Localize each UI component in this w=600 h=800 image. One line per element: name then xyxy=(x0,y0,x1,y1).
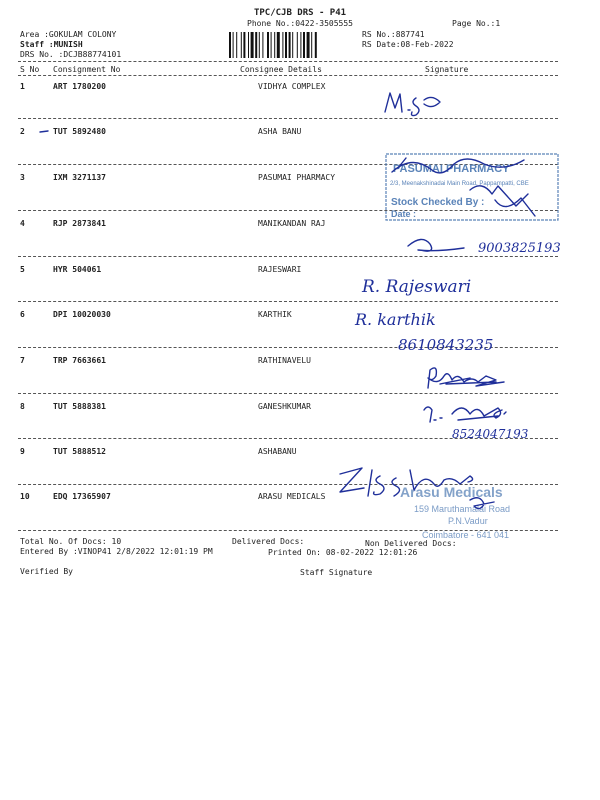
stamp-medicals-name: Arasu Medicals xyxy=(400,484,503,500)
col-signature: Signature xyxy=(425,65,469,74)
verified-by: Verified By xyxy=(20,567,73,576)
entered-by: Entered By :VINOP41 2/8/2022 12:01:19 PM xyxy=(20,547,213,556)
handwritten-name-row-6: R. karthik xyxy=(355,310,436,329)
printed-on: Printed On: 08-02-2022 12:01:26 xyxy=(268,548,418,557)
row-consignment: RJP 2873841 xyxy=(53,219,106,228)
signature-row-1 xyxy=(385,93,440,116)
row-consignment: IXM 3271137 xyxy=(53,173,106,182)
phone-line: Phone No.:0422-3505555 xyxy=(247,19,353,28)
handwritten-name-row-5: R. Rajeswari xyxy=(362,277,472,297)
row-sno: 2 xyxy=(20,127,25,136)
signature-row-7 xyxy=(428,368,504,388)
delivered-docs: Delivered Docs: xyxy=(232,537,305,546)
staff-line: Staff :MUNISH xyxy=(20,40,83,49)
col-sno: S No xyxy=(20,65,40,74)
col-consignee: Consignee Details xyxy=(240,65,322,74)
row-sno: 8 xyxy=(20,402,25,411)
stamp-medicals-line1: 159 Maruthamalai Road xyxy=(414,504,511,514)
mark-row-2 xyxy=(40,131,48,132)
row-consignment: EDQ 17365907 xyxy=(53,492,111,501)
row-consignee: MANIKANDAN RAJ xyxy=(258,219,326,228)
row-consignment: TRP 7663661 xyxy=(53,356,106,365)
col-consignment: Consignment No xyxy=(53,65,121,74)
row-consignment: ART 1780200 xyxy=(53,82,106,91)
sheet-title: TPC/CJB DRS - P41 xyxy=(253,8,347,18)
row-consignee: ARASU MEDICALS xyxy=(258,492,326,501)
row-consignment: DPI 10020030 xyxy=(53,310,111,319)
rs-date: RS Date:08-Feb-2022 xyxy=(362,40,454,49)
area-line: Area :GOKULAM COLONY xyxy=(20,30,117,39)
stamp-date: Date : xyxy=(391,209,417,219)
row-consignee: RAJESWARI xyxy=(258,265,302,274)
row-consignment: HYR 504061 xyxy=(53,265,102,274)
row-sno: 4 xyxy=(20,219,25,228)
total-docs: Total No. Of Docs: 10 xyxy=(20,537,122,546)
pharmacy-stamp xyxy=(386,154,558,220)
row-consignee: RATHINAVELU xyxy=(258,356,311,365)
row-sno: 10 xyxy=(20,492,30,501)
row-consignee: ASHABANU xyxy=(258,447,297,456)
row-consignee: ASHA BANU xyxy=(258,127,302,136)
row-consignment: TUT 5888512 xyxy=(53,447,106,456)
stamp-pharmacy-name: PASUMAI PHARMACY xyxy=(393,163,510,175)
rs-no: RS No.:887741 xyxy=(362,30,425,39)
stamp-pharmacy-address: 2/3, Meenakshinadai Main Road, Pappampatti, CBE xyxy=(390,181,529,187)
page-no: Page No.:1 xyxy=(452,19,501,28)
row-sno: 9 xyxy=(20,447,25,456)
row-consignee: PASUMAI PHARMACY xyxy=(258,173,336,182)
handwritten-phone-row-6: 8610843235 xyxy=(398,336,494,354)
row-sno: 7 xyxy=(20,356,25,365)
row-consignment: TUT 5892480 xyxy=(53,127,106,136)
row-sno: 5 xyxy=(20,265,25,274)
row-sno: 1 xyxy=(20,82,25,91)
row-consignee: GANESHKUMAR xyxy=(258,402,311,411)
handwritten-phone-row-4: 9003825193 xyxy=(478,241,561,256)
stamp-medicals-line3: Coimbatore - 641 041 xyxy=(422,530,510,540)
signature-row-8 xyxy=(424,407,506,422)
row-consignment: TUT 5888381 xyxy=(53,402,106,411)
row-sno: 6 xyxy=(20,310,25,319)
row-consignee: KARTHIK xyxy=(258,310,292,319)
non-delivered-docs: Non Delivered Docs: xyxy=(365,539,457,548)
staff-signature: Staff Signature xyxy=(300,568,373,577)
row-sno: 3 xyxy=(20,173,25,182)
medicals-stamp xyxy=(400,484,510,540)
drs-line: DRS No. :DCJB88774101 xyxy=(20,50,122,59)
row-consignee: VIDHYA COMPLEX xyxy=(258,82,326,91)
stamp-stock-checked: Stock Checked By : xyxy=(391,197,485,208)
stamp-medicals-line2: P.N.Vadur xyxy=(448,516,488,526)
signature-row-4 xyxy=(408,239,464,251)
handwritten-phone-row-8: 8524047193 xyxy=(452,427,529,441)
